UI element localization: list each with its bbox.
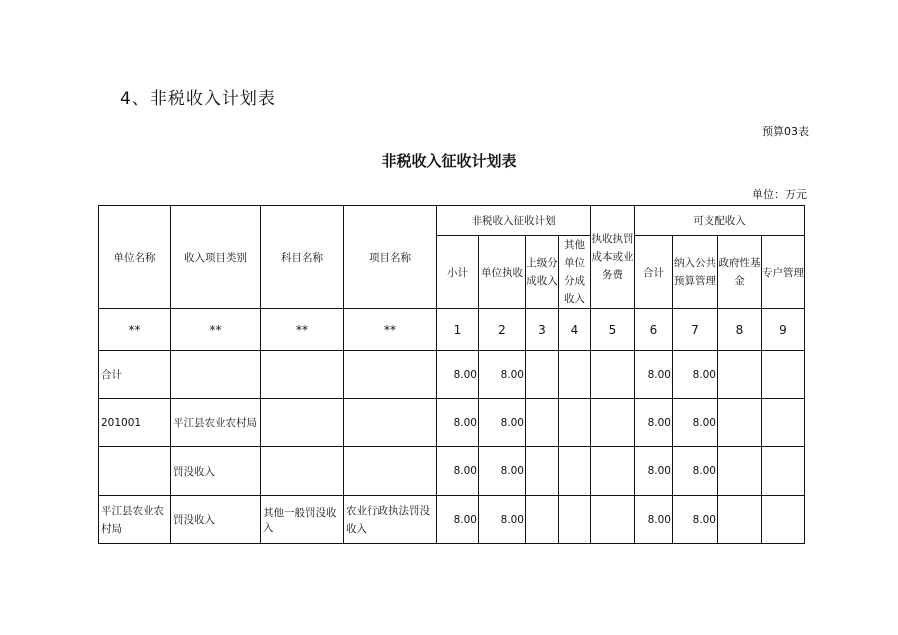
table-row — [99, 399, 805, 447]
table-title: 非税收入征收计划表 — [381, 152, 517, 170]
cell-item — [344, 447, 437, 496]
cell-upper-share — [526, 399, 559, 447]
cell-subtotal: 8.00 — [437, 447, 479, 496]
cell-unit-collect: 8.00 — [479, 496, 526, 544]
index-cell: 1 — [437, 309, 479, 351]
index-cell: ** — [99, 309, 171, 351]
cell-gov-fund — [718, 399, 762, 447]
index-cell: 3 — [526, 309, 559, 351]
form-number: 预算03表 — [762, 125, 809, 138]
cell-cost — [591, 351, 635, 399]
cell-subtotal: 8.00 — [437, 351, 479, 399]
cell-public-budget: 8.00 — [673, 496, 718, 544]
cell-public-budget: 8.00 — [673, 447, 718, 496]
header-disposable-group: 可支配收入 — [635, 206, 805, 236]
header-income-category: 收入项目类别 — [171, 206, 261, 309]
header-public-budget: 纳入公共预算管理 — [673, 236, 718, 309]
cell-unit-collect: 8.00 — [479, 399, 526, 447]
cell-cost — [591, 447, 635, 496]
cell-total: 8.00 — [635, 447, 673, 496]
cell-item — [344, 351, 437, 399]
header-total: 合计 — [635, 236, 673, 309]
cell-gov-fund — [718, 447, 762, 496]
cell-subject — [261, 447, 344, 496]
header-plan-group: 非税收入征收计划 — [437, 206, 591, 236]
cell-unit: 平江县农业农村局 — [99, 496, 171, 544]
cell-unit: 201001 — [99, 399, 171, 447]
cell-public-budget: 8.00 — [673, 399, 718, 447]
index-row — [99, 309, 805, 351]
cell-special — [762, 447, 805, 496]
index-cell: ** — [261, 309, 344, 351]
cell-upper-share — [526, 496, 559, 544]
section-title: 4、非税收入计划表 — [120, 89, 276, 109]
cell-cost — [591, 399, 635, 447]
cell-subject — [261, 399, 344, 447]
header-upper-share: 上级分成收入 — [526, 236, 559, 309]
index-cell: 8 — [718, 309, 762, 351]
cell-item: 农业行政执法罚没收入 — [344, 496, 437, 544]
cell-gov-fund — [718, 351, 762, 399]
header-other-share: 其他单位分成收入 — [559, 236, 591, 309]
cell-subtotal: 8.00 — [437, 496, 479, 544]
unit-label: 单位：万元 — [752, 188, 807, 201]
header-unit-name: 单位名称 — [99, 206, 171, 309]
cell-subject: 其他一般罚没收入 — [261, 496, 344, 544]
index-cell: ** — [171, 309, 261, 351]
header-enforcement-cost: 执收执罚成本或业务费 — [591, 206, 635, 309]
cell-special — [762, 351, 805, 399]
index-cell: 7 — [673, 309, 718, 351]
cell-unit — [99, 447, 171, 496]
cell-public-budget: 8.00 — [673, 351, 718, 399]
index-cell: 6 — [635, 309, 673, 351]
cell-total: 8.00 — [635, 399, 673, 447]
table-row — [99, 351, 805, 399]
cell-special — [762, 399, 805, 447]
cell-category: 罚没收入 — [171, 447, 261, 496]
index-cell: 5 — [591, 309, 635, 351]
cell-other-share — [559, 496, 591, 544]
cell-upper-share — [526, 351, 559, 399]
cell-gov-fund — [718, 496, 762, 544]
header-gov-fund: 政府性基金 — [718, 236, 762, 309]
cell-unit-collect: 8.00 — [479, 351, 526, 399]
header-unit-collect: 单位执收 — [479, 236, 526, 309]
index-cell: 2 — [479, 309, 526, 351]
cell-category: 罚没收入 — [171, 496, 261, 544]
cell-subtotal: 8.00 — [437, 399, 479, 447]
cell-upper-share — [526, 447, 559, 496]
header-subject-name: 科目名称 — [261, 206, 344, 309]
cell-category — [171, 351, 261, 399]
cell-subject — [261, 351, 344, 399]
cell-total: 8.00 — [635, 496, 673, 544]
cell-other-share — [559, 351, 591, 399]
header-item-name: 项目名称 — [344, 206, 437, 309]
cell-unit: 合计 — [99, 351, 171, 399]
cell-special — [762, 496, 805, 544]
table-row — [99, 447, 805, 496]
cell-cost — [591, 496, 635, 544]
non-tax-plan-table — [98, 205, 805, 544]
cell-unit-collect: 8.00 — [479, 447, 526, 496]
index-cell: ** — [344, 309, 437, 351]
index-cell: 4 — [559, 309, 591, 351]
cell-other-share — [559, 447, 591, 496]
cell-item — [344, 399, 437, 447]
header-special: 专户管理 — [762, 236, 805, 309]
cell-category: 平江县农业农村局 — [171, 399, 261, 447]
cell-other-share — [559, 399, 591, 447]
cell-total: 8.00 — [635, 351, 673, 399]
index-cell: 9 — [762, 309, 805, 351]
header-subtotal: 小计 — [437, 236, 479, 309]
table-row — [99, 496, 805, 544]
